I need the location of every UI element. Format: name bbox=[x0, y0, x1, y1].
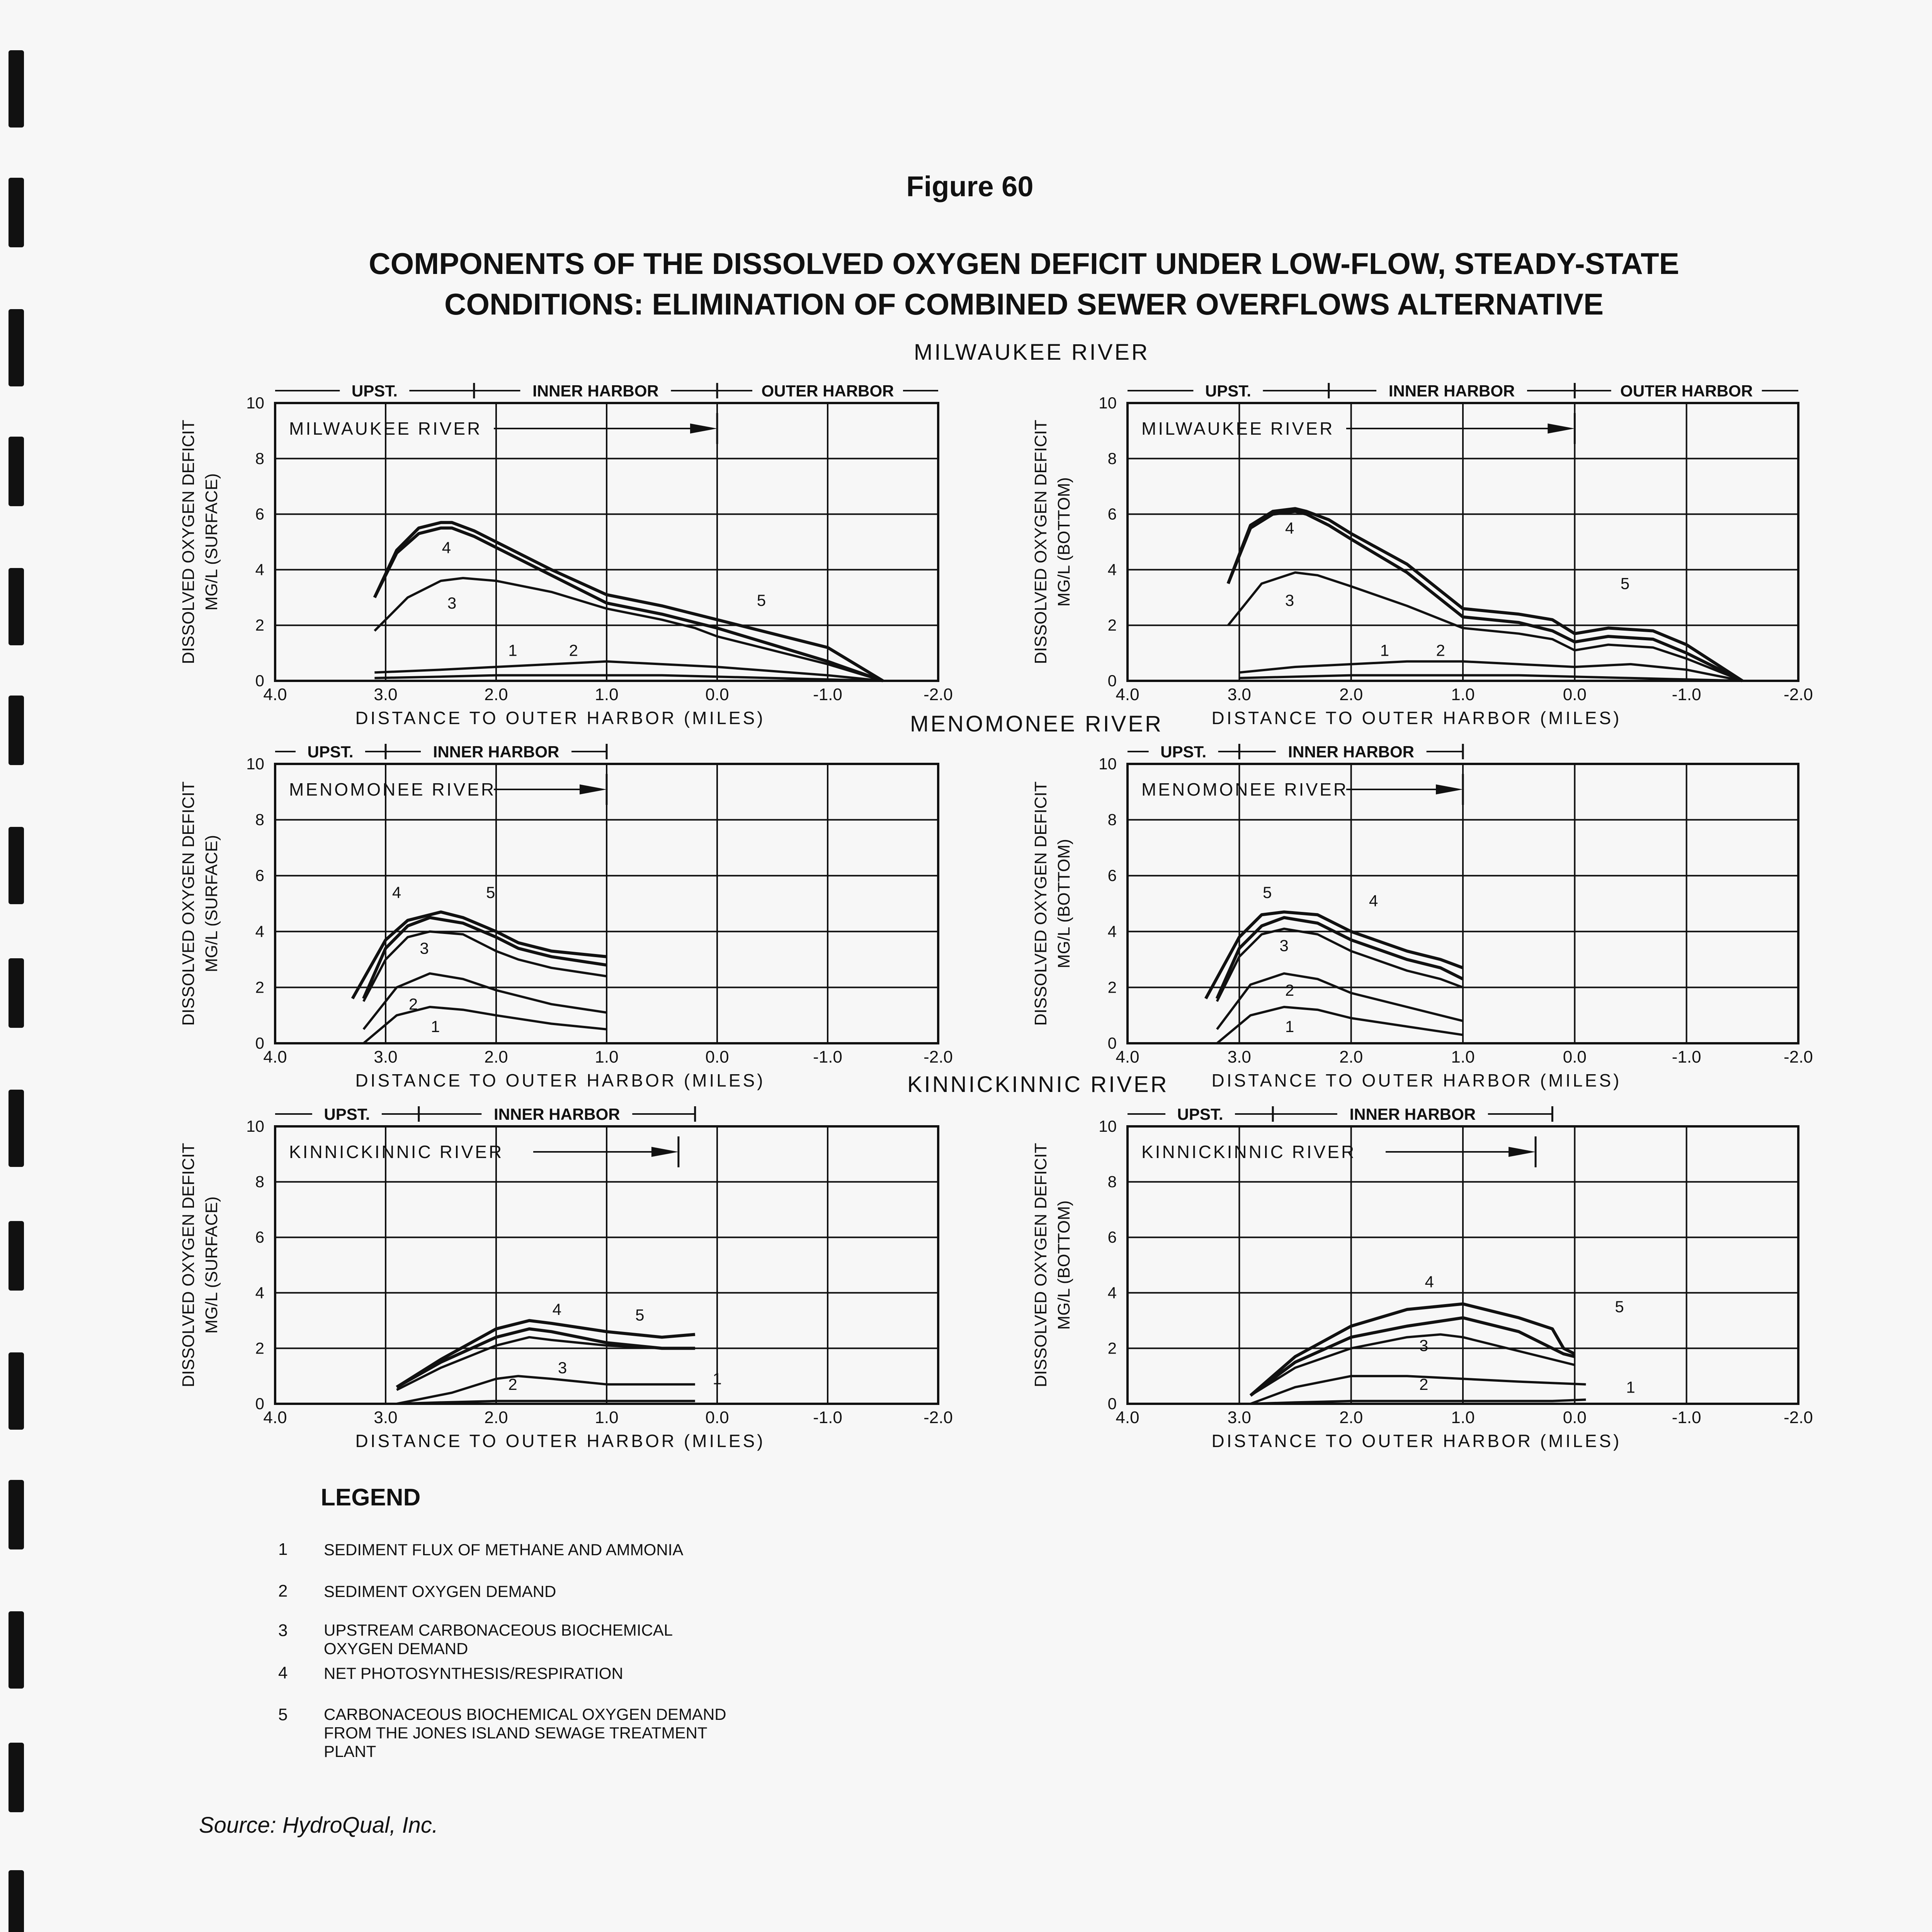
x-tick-label: 4.0 bbox=[263, 685, 287, 704]
zone-label: INNER HARBOR bbox=[1288, 743, 1415, 761]
y-axis-label: DISSOLVED OXYGEN DEFICIT bbox=[1031, 1143, 1050, 1388]
panel-river-label: KINNICKINNIC RIVER bbox=[289, 1142, 504, 1162]
y-tick-label: 2 bbox=[255, 616, 264, 634]
x-tick-label: -2.0 bbox=[923, 685, 953, 704]
x-tick-label: -1.0 bbox=[813, 685, 842, 704]
y-tick-label: 8 bbox=[255, 810, 264, 829]
panel-river-label: KINNICKINNIC RIVER bbox=[1141, 1142, 1356, 1162]
y-axis-label-units: MG/L (SURFACE) bbox=[202, 1196, 221, 1334]
series-label-4: 4 bbox=[1285, 519, 1294, 537]
series-line-4 bbox=[1250, 1318, 1575, 1395]
zone-label: UPST. bbox=[1205, 382, 1251, 400]
y-tick-label: 6 bbox=[1107, 1228, 1117, 1247]
y-tick-label: 6 bbox=[1107, 866, 1117, 885]
zone-label: UPST. bbox=[307, 743, 354, 761]
y-tick-label: 8 bbox=[255, 1172, 264, 1191]
y-tick-label: 4 bbox=[255, 922, 264, 940]
x-tick-label: 0.0 bbox=[705, 1048, 729, 1066]
x-tick-label: 2.0 bbox=[484, 1408, 508, 1427]
legend-text-2: SEDIMENT OXYGEN DEMAND bbox=[324, 1582, 556, 1600]
x-tick-label: 4.0 bbox=[1116, 685, 1139, 704]
x-tick-label: 1.0 bbox=[1451, 1048, 1475, 1066]
series-label-4: 4 bbox=[1425, 1272, 1434, 1291]
y-tick-label: 10 bbox=[1099, 755, 1117, 773]
series-label-4: 4 bbox=[552, 1300, 561, 1319]
series-label-4: 4 bbox=[1369, 891, 1378, 910]
zone-label: INNER HARBOR bbox=[493, 1105, 620, 1123]
zone-label: UPST. bbox=[351, 382, 398, 400]
series-label-2: 2 bbox=[1285, 981, 1294, 1000]
x-tick-label: -1.0 bbox=[1672, 685, 1701, 704]
x-axis-label: DISTANCE TO OUTER HARBOR (MILES) bbox=[1211, 1070, 1622, 1090]
zone-label: OUTER HARBOR bbox=[1620, 382, 1753, 400]
y-tick-label: 2 bbox=[1107, 1339, 1117, 1357]
series-label-3: 3 bbox=[1279, 936, 1289, 955]
legend-text-4: NET PHOTOSYNTHESIS/RESPIRATION bbox=[324, 1664, 623, 1682]
y-tick-label: 6 bbox=[255, 505, 264, 523]
series-label-2: 2 bbox=[1436, 641, 1445, 660]
x-tick-label: 3.0 bbox=[1227, 1048, 1251, 1066]
x-tick-label: 0.0 bbox=[705, 1408, 729, 1427]
x-tick-label: 3.0 bbox=[1227, 685, 1251, 704]
legend-num-4: 4 bbox=[278, 1663, 288, 1682]
y-tick-label: 8 bbox=[1107, 810, 1117, 829]
panel-river-label: MENOMONEE RIVER bbox=[1141, 779, 1349, 799]
zone-label: UPST. bbox=[324, 1105, 370, 1123]
y-tick-label: 4 bbox=[1107, 560, 1117, 579]
x-tick-label: -1.0 bbox=[813, 1408, 842, 1427]
y-tick-label: 6 bbox=[255, 866, 264, 885]
series-label-3: 3 bbox=[1419, 1336, 1429, 1355]
series-label-3: 3 bbox=[558, 1359, 567, 1377]
legend-text-5: CARBONACEOUS BIOCHEMICAL OXYGEN DEMAND FROM THE JONES ISLAND SEWAGE TREATMENT PLANT bbox=[324, 1705, 726, 1760]
x-axis-label: DISTANCE TO OUTER HARBOR (MILES) bbox=[1211, 1431, 1622, 1451]
x-axis-label: DISTANCE TO OUTER HARBOR (MILES) bbox=[355, 708, 765, 728]
y-axis-label: DISSOLVED OXYGEN DEFICIT bbox=[1031, 420, 1050, 664]
x-tick-label: 1.0 bbox=[595, 1408, 619, 1427]
y-tick-label: 6 bbox=[1107, 505, 1117, 523]
x-axis-label: DISTANCE TO OUTER HARBOR (MILES) bbox=[1211, 708, 1622, 728]
x-tick-label: 2.0 bbox=[1339, 1408, 1363, 1427]
figure-title: COMPONENTS OF THE DISSOLVED OXYGEN DEFICIT UNDER LOW-FLOW, STEADY-STATE CONDITIONS: ELIMINATION OF COMBINED SEWER OVERFLOWS ALTERNATIVE bbox=[369, 247, 1679, 321]
legend-title: LEGEND bbox=[321, 1484, 421, 1511]
y-tick-label: 2 bbox=[1107, 978, 1117, 997]
x-tick-label: -2.0 bbox=[1784, 685, 1813, 704]
legend-num-3: 3 bbox=[278, 1621, 288, 1640]
series-label-1: 1 bbox=[1285, 1017, 1294, 1036]
x-tick-label: 2.0 bbox=[1339, 1048, 1363, 1066]
y-tick-label: 2 bbox=[255, 1339, 264, 1357]
y-axis-label-units: MG/L (SURFACE) bbox=[202, 473, 221, 611]
legend-text-1: SEDIMENT FLUX OF METHANE AND AMMONIA bbox=[324, 1541, 684, 1559]
series-label-1: 1 bbox=[1626, 1378, 1635, 1396]
y-tick-label: 10 bbox=[246, 394, 264, 412]
x-tick-label: 0.0 bbox=[705, 685, 729, 704]
x-tick-label: -2.0 bbox=[923, 1048, 953, 1066]
series-label-5: 5 bbox=[1262, 883, 1272, 902]
zone-label: INNER HARBOR bbox=[1388, 382, 1515, 400]
series-label-5: 5 bbox=[757, 591, 766, 609]
series-label-5: 5 bbox=[1615, 1298, 1624, 1316]
y-tick-label: 10 bbox=[246, 755, 264, 773]
y-tick-label: 6 bbox=[255, 1228, 264, 1247]
x-axis-label: DISTANCE TO OUTER HARBOR (MILES) bbox=[355, 1431, 765, 1451]
source-note: Source: HydroQual, Inc. bbox=[199, 1813, 438, 1838]
x-tick-label: 2.0 bbox=[484, 1048, 508, 1066]
series-label-5: 5 bbox=[1620, 574, 1630, 593]
x-tick-label: -1.0 bbox=[813, 1048, 842, 1066]
legend-num-1: 1 bbox=[278, 1540, 288, 1559]
y-tick-label: 4 bbox=[1107, 922, 1117, 940]
river-title-kinnickinnic: KINNICKINNIC RIVER bbox=[907, 1072, 1169, 1097]
river-title-milwaukee: MILWAUKEE RIVER bbox=[914, 340, 1150, 365]
series-label-2: 2 bbox=[569, 641, 578, 660]
series-line-2 bbox=[1250, 1376, 1586, 1404]
legend-num-2: 2 bbox=[278, 1582, 288, 1600]
y-tick-label: 0 bbox=[255, 672, 264, 690]
y-tick-label: 4 bbox=[255, 560, 264, 579]
x-tick-label: 2.0 bbox=[1339, 685, 1363, 704]
series-label-1: 1 bbox=[431, 1017, 440, 1036]
y-tick-label: 10 bbox=[246, 1117, 264, 1135]
x-tick-label: 0.0 bbox=[1563, 685, 1587, 704]
y-tick-label: 8 bbox=[1107, 1172, 1117, 1191]
x-tick-label: 2.0 bbox=[484, 685, 508, 704]
y-axis-label: DISSOLVED OXYGEN DEFICIT bbox=[179, 1143, 198, 1388]
series-label-3: 3 bbox=[447, 594, 457, 612]
x-tick-label: 1.0 bbox=[1451, 685, 1475, 704]
y-axis-label-units: MG/L (BOTTOM) bbox=[1054, 1200, 1073, 1330]
series-label-5: 5 bbox=[635, 1306, 645, 1324]
y-tick-label: 4 bbox=[1107, 1283, 1117, 1302]
x-tick-label: 4.0 bbox=[263, 1048, 287, 1066]
x-tick-label: -2.0 bbox=[1784, 1048, 1813, 1066]
y-tick-label: 2 bbox=[1107, 616, 1117, 634]
y-axis-label: DISSOLVED OXYGEN DEFICIT bbox=[179, 781, 198, 1026]
x-tick-label: 4.0 bbox=[1116, 1408, 1139, 1427]
y-axis-label: DISSOLVED OXYGEN DEFICIT bbox=[1031, 781, 1050, 1026]
panel-river-label: MENOMONEE RIVER bbox=[289, 779, 496, 799]
zone-label: INNER HARBOR bbox=[1349, 1105, 1476, 1123]
river-title-menomonee: MENOMONEE RIVER bbox=[910, 711, 1163, 736]
zone-label: INNER HARBOR bbox=[532, 382, 659, 400]
zone-label: OUTER HARBOR bbox=[761, 382, 894, 400]
x-tick-label: 4.0 bbox=[263, 1408, 287, 1427]
x-axis-label: DISTANCE TO OUTER HARBOR (MILES) bbox=[355, 1070, 765, 1090]
y-tick-label: 10 bbox=[1099, 394, 1117, 412]
x-tick-label: 1.0 bbox=[595, 685, 619, 704]
legend-num-5: 5 bbox=[278, 1705, 288, 1724]
legend-text-3: UPSTREAM CARBONACEOUS BIOCHEMICAL OXYGEN DEMAND bbox=[324, 1621, 672, 1658]
series-label-2: 2 bbox=[508, 1375, 517, 1394]
panel-river-label: MILWAUKEE RIVER bbox=[289, 418, 482, 439]
y-axis-label-units: MG/L (BOTTOM) bbox=[1054, 477, 1073, 607]
series-label-4: 4 bbox=[442, 538, 451, 557]
x-tick-label: 1.0 bbox=[595, 1048, 619, 1066]
series-label-1: 1 bbox=[508, 641, 517, 660]
y-tick-label: 0 bbox=[1107, 1034, 1117, 1052]
y-tick-label: 0 bbox=[1107, 1395, 1117, 1413]
series-label-1: 1 bbox=[1380, 641, 1389, 660]
series-label-5: 5 bbox=[486, 883, 495, 902]
y-tick-label: 0 bbox=[1107, 672, 1117, 690]
panel-river-label: MILWAUKEE RIVER bbox=[1141, 418, 1335, 439]
zone-label: UPST. bbox=[1177, 1105, 1223, 1123]
y-tick-label: 2 bbox=[255, 978, 264, 997]
series-label-3: 3 bbox=[1285, 591, 1294, 609]
x-tick-label: 3.0 bbox=[374, 1048, 398, 1066]
series-label-4: 4 bbox=[392, 883, 401, 902]
x-tick-label: 3.0 bbox=[374, 685, 398, 704]
series-label-3: 3 bbox=[420, 939, 429, 957]
y-axis-label-units: MG/L (BOTTOM) bbox=[1054, 839, 1073, 968]
y-tick-label: 4 bbox=[255, 1283, 264, 1302]
x-tick-label: -1.0 bbox=[1672, 1408, 1701, 1427]
series-label-2: 2 bbox=[408, 995, 418, 1014]
x-tick-label: 0.0 bbox=[1563, 1048, 1587, 1066]
zone-label: UPST. bbox=[1160, 743, 1207, 761]
x-tick-label: 3.0 bbox=[374, 1408, 398, 1427]
y-tick-label: 8 bbox=[1107, 449, 1117, 468]
x-tick-label: 4.0 bbox=[1116, 1048, 1139, 1066]
x-tick-label: 0.0 bbox=[1563, 1408, 1587, 1427]
zone-label: INNER HARBOR bbox=[433, 743, 560, 761]
y-axis-label-units: MG/L (SURFACE) bbox=[202, 835, 221, 973]
y-tick-label: 0 bbox=[255, 1034, 264, 1052]
panel-arrow-head bbox=[1509, 1147, 1536, 1157]
y-tick-label: 8 bbox=[255, 449, 264, 468]
x-tick-label: -2.0 bbox=[923, 1408, 953, 1427]
y-tick-label: 10 bbox=[1099, 1117, 1117, 1135]
series-label-2: 2 bbox=[1419, 1375, 1429, 1394]
y-axis-label: DISSOLVED OXYGEN DEFICIT bbox=[179, 420, 198, 664]
figure-label: Figure 60 bbox=[906, 170, 1034, 202]
x-tick-label: 1.0 bbox=[1451, 1408, 1475, 1427]
x-tick-label: 3.0 bbox=[1227, 1408, 1251, 1427]
y-tick-label: 0 bbox=[255, 1395, 264, 1413]
x-tick-label: -2.0 bbox=[1784, 1408, 1813, 1427]
plot-group bbox=[1031, 1103, 1813, 1451]
x-tick-label: -1.0 bbox=[1672, 1048, 1701, 1066]
series-label-1: 1 bbox=[713, 1369, 722, 1388]
